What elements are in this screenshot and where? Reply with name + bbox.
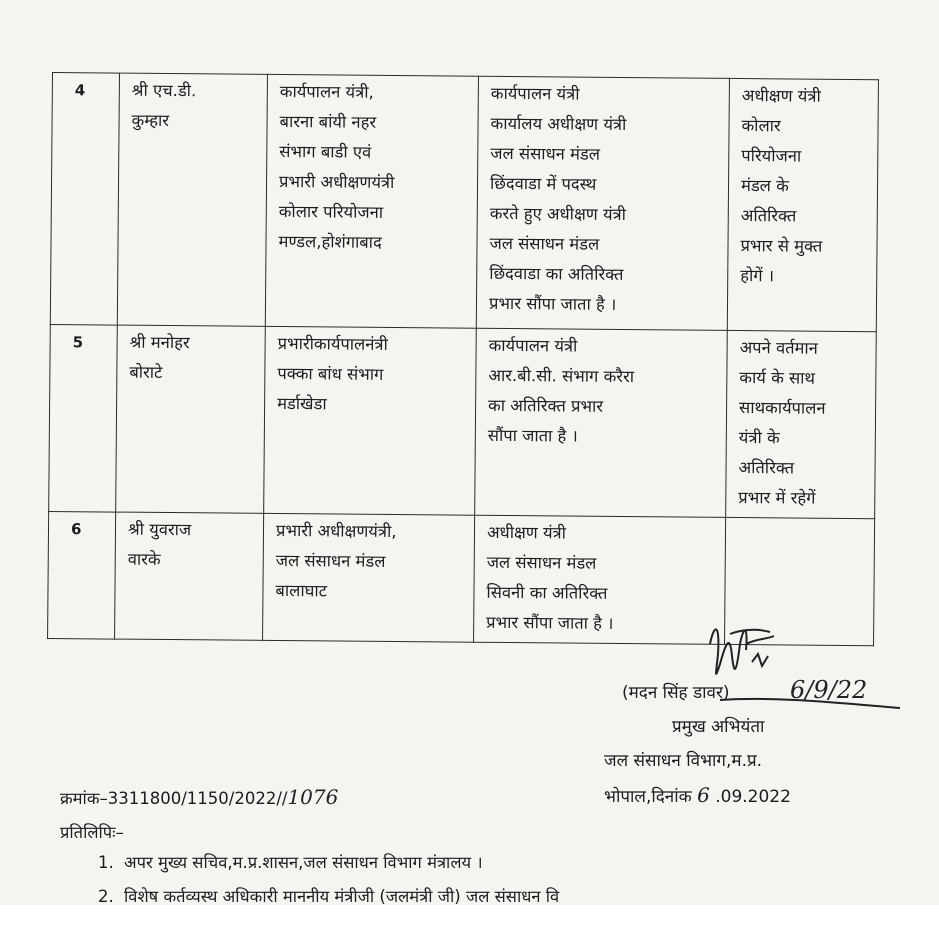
cell-line: छिंदवाडा का अतिरिक्त — [489, 263, 624, 284]
cell-line: प्रभारी अधीक्षणयंत्री — [278, 171, 395, 192]
reference-number — [60, 780, 338, 816]
cell-line: वारके — [127, 549, 161, 569]
assignment-cell — [475, 328, 728, 517]
copy-list-item — [98, 846, 559, 880]
cell-line: कार्यालय अधीक्षण यंत्री — [490, 113, 627, 135]
cell-line: जल संसाधन मंडल — [275, 550, 386, 571]
cell-line: प्रभार में रहेगें — [738, 488, 816, 508]
cell-line: कोलार परियोजना — [278, 201, 384, 222]
cell-line: बारना बांयी नहर — [279, 111, 377, 132]
officer-name-cell — [115, 512, 264, 640]
cell-line: अधीक्षण यंत्री — [486, 522, 567, 543]
cell-line: प्रभारी अधीक्षणयंत्री, — [275, 520, 397, 542]
cell-line: बालाघाट — [275, 580, 328, 601]
signatory-designation: प्रमुख अभियंता — [672, 717, 765, 737]
officer-name-cell — [116, 325, 266, 513]
cell-line: अपने वर्तमान — [739, 338, 818, 358]
copy-list-item — [98, 880, 559, 905]
cell-line: कार्यपालन यंत्री, — [279, 81, 374, 102]
reference-block — [60, 780, 338, 850]
date-day: 6 — [697, 783, 710, 807]
remarks-cell — [726, 330, 877, 518]
cell-line: जल संसाधन मंडल — [490, 143, 601, 164]
cell-line: करते हुए अधीक्षण यंत्री — [489, 203, 627, 225]
cell-line: मण्डल,होशंगाबाद — [278, 231, 382, 252]
cell-line: प्रभार सौंपा जाता है । — [486, 612, 614, 633]
handwritten-date: 6/9/22 — [790, 676, 868, 704]
cell-line: कार्यपालन यंत्री — [488, 335, 578, 356]
signatory-name: (मदन सिंह डावर) — [622, 683, 730, 703]
cell-line: जल संसाधन मंडल — [486, 552, 597, 573]
current-post-cell — [264, 326, 477, 515]
table-row — [49, 324, 877, 518]
current-post-cell — [263, 513, 475, 642]
cell-line: साथकार्यपालन — [739, 398, 826, 418]
copy-list-text: अपर मुख्य सचिव,म.प्र.शासन,जल संसाधन विभाग मंत्रालय । — [124, 853, 483, 872]
copy-list-text: विशेष कर्तव्यस्थ अधिकारी माननीय मंत्रीजी (जलमंत्री जी) जल संसाधन वि — [124, 887, 560, 905]
cell-line: मर्डाखेडा — [277, 393, 327, 414]
cell-line: श्री एच.डी. — [131, 80, 197, 101]
cell-line: परियोजना — [741, 146, 802, 166]
copy-list-number: 2. — [98, 887, 114, 905]
cell-line: छिंदवाडा में पदस्थ — [489, 173, 597, 194]
cell-line: कुम्हार — [131, 110, 170, 131]
reference-number-printed: क्रमांक–3311800/1150/2022// — [60, 789, 288, 808]
cell-line: प्रभार सौंपा जाता है । — [488, 293, 617, 314]
officer-name-cell — [117, 73, 267, 326]
copy-list — [98, 846, 559, 905]
cell-line: श्री युवराज — [127, 519, 192, 540]
serial-number-cell: 6 — [48, 511, 116, 639]
signature-block — [600, 676, 920, 814]
cell-line: अतिरिक्त — [738, 458, 795, 478]
assignment-cell — [476, 76, 729, 330]
copy-heading: प्रतिलिपिः– — [60, 823, 124, 842]
cell-line: कार्य के साथ — [739, 368, 816, 388]
cell-line: कोलार — [741, 116, 781, 136]
cell-line: संभाग बाडी एवं — [279, 141, 372, 162]
transfer-order-table — [47, 72, 879, 646]
cell-line: सिवनी का अतिरिक्त — [486, 582, 608, 603]
order-date — [600, 778, 920, 814]
date-rest: .09.2022 — [715, 787, 791, 807]
cell-line: का अतिरिक्त प्रभार — [488, 395, 604, 416]
reference-number-handwritten: 1076 — [287, 785, 339, 809]
current-post-cell — [265, 74, 478, 328]
cell-line: श्री मनोहर — [129, 332, 190, 353]
cell-line: पक्का बांध संभाग — [277, 363, 384, 384]
cell-line: यंत्री के — [738, 428, 780, 448]
cell-line: सौंपा जाता है । — [487, 425, 578, 446]
table-row — [50, 73, 878, 332]
cell-line: अतिरिक्त — [740, 206, 797, 226]
page-margin — [0, 905, 939, 949]
date-prefix: भोपाल,दिनांक — [604, 787, 692, 807]
serial-number-cell: 5 — [49, 324, 118, 512]
cell-line: होगें । — [740, 266, 775, 286]
copy-list-number: 1. — [98, 853, 114, 872]
signatory-department: जल संसाधन विभाग,म.प्र. — [604, 751, 763, 771]
cell-line: आर.बी.सी. संभाग करैरा — [488, 365, 635, 387]
cell-line: अधीक्षण यंत्री — [741, 86, 821, 106]
cell-line: प्रभार से मुक्त — [740, 236, 823, 256]
cell-line: जल संसाधन मंडल — [489, 233, 600, 254]
cell-line: बोराटे — [129, 362, 163, 382]
serial-number-cell: 4 — [50, 73, 119, 326]
cell-line: मंडल के — [740, 176, 789, 196]
assignment-cell — [474, 515, 726, 644]
remarks-cell — [727, 78, 878, 331]
cell-line: कार्यपालन यंत्री — [490, 83, 580, 104]
cell-line: प्रभारीकार्यपालनंत्री — [277, 333, 388, 354]
